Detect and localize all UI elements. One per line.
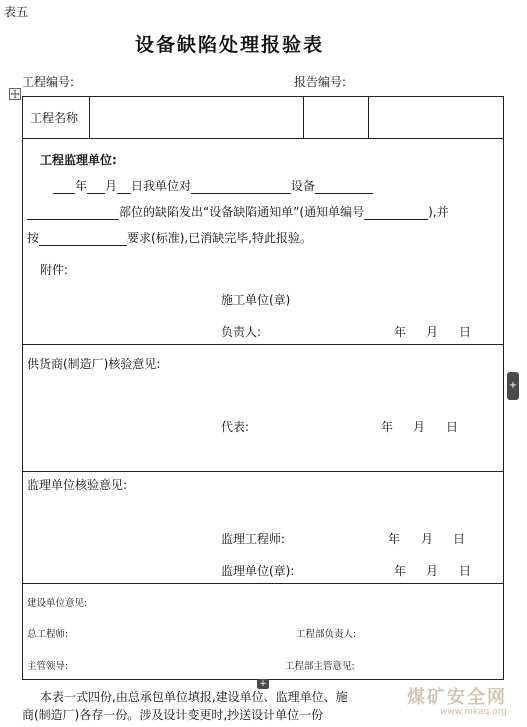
supplier-opinion-heading: 供货商(制造厂)核验意见: [27,357,161,371]
project-extra-field-1[interactable] [305,99,365,135]
owner-opinion-label: 建设单位意见: [27,598,88,609]
footer-note-line-2: 商(制造厂)各存一份。涉及设计变更时,抄送设计单位一份 [22,708,324,722]
part-blank[interactable] [27,207,119,220]
date-day: 日 [453,532,466,546]
per-text: 按 [27,231,40,245]
notice-line-3 [27,229,312,246]
watermark-logo [407,683,507,709]
project-name-label: 工程名称 [30,111,79,125]
row-divider [23,583,503,584]
dept-supervisor-label: 工程部主管意见: [285,661,355,672]
requirement-blank[interactable] [39,233,127,246]
watermark-text: 煤矿安全网 [407,687,507,708]
project-name-field[interactable] [91,99,298,135]
equipment-blank[interactable] [315,181,373,194]
watermark-url: www.mkaq.org [440,707,507,717]
project-extra-field-2[interactable] [370,99,500,135]
supervising-engineer-label: 监理工程师: [221,532,286,546]
responsible-person-label: 负责人: [221,325,262,339]
close-text: ),并 [428,205,449,219]
notice-line-1 [53,177,373,194]
col-divider [89,97,90,138]
supervisor-label: 主管领导: [27,661,69,672]
requirement-text: 要求(标准),已消缺完毕,特此报验。 [127,231,313,245]
year-blank[interactable] [53,181,75,194]
unit-blank[interactable] [191,181,291,194]
supervision-unit-seal-label: 监理单位(章): [221,564,295,578]
col-divider [368,97,369,138]
representative-label: 代表: [221,420,250,434]
year-text: 年 [75,179,88,193]
table-move-handle-icon[interactable] [9,88,21,100]
notice-line-2 [27,203,449,220]
date-month: 月 [413,420,426,434]
date-day: 日 [446,420,459,434]
date-year: 年 [381,420,394,434]
day-unit-text: 日我单位对 [131,179,192,193]
notice-number-blank[interactable] [364,207,428,220]
date-month: 月 [426,564,439,578]
date-day: 日 [459,325,472,339]
page-title: 设备缺陷处理报验表 [135,34,325,56]
supervision-opinion-heading: 监理单位核验意见: [27,478,128,492]
equipment-text: 设备 [291,179,316,193]
supervision-unit-label: 工程监理单位: [40,153,117,167]
attachment-label: 附件: [40,263,69,277]
part-text: 部位的缺陷发出“设备缺陷通知单”(通知单编号 [119,205,365,219]
date-month: 月 [426,325,439,339]
date-year: 年 [388,532,401,546]
side-expand-tab[interactable]: + [507,372,519,400]
add-row-button[interactable]: + [257,679,269,689]
form-number: 表五 [4,5,29,19]
date-day: 日 [459,564,472,578]
month-blank[interactable] [87,181,105,194]
date-year: 年 [394,564,407,578]
contractor-seal-label: 施工单位(章) [221,293,291,307]
report-number-label: 报告编号: [294,75,347,89]
month-text: 月 [105,179,118,193]
footer-note-line-1: 本表一式四份,由总承包单位填报,建设单位、监理单位、施 [40,690,348,704]
row-divider [23,471,503,472]
date-month: 月 [421,532,434,546]
col-divider [303,97,304,138]
chief-engineer-label: 总工程师: [27,629,69,640]
row-divider [23,138,503,139]
day-blank[interactable] [117,181,131,194]
row-divider [23,344,503,345]
date-year: 年 [394,325,407,339]
project-number-label: 工程编号: [22,75,75,89]
dept-head-label: 工程部负责人: [296,629,357,640]
